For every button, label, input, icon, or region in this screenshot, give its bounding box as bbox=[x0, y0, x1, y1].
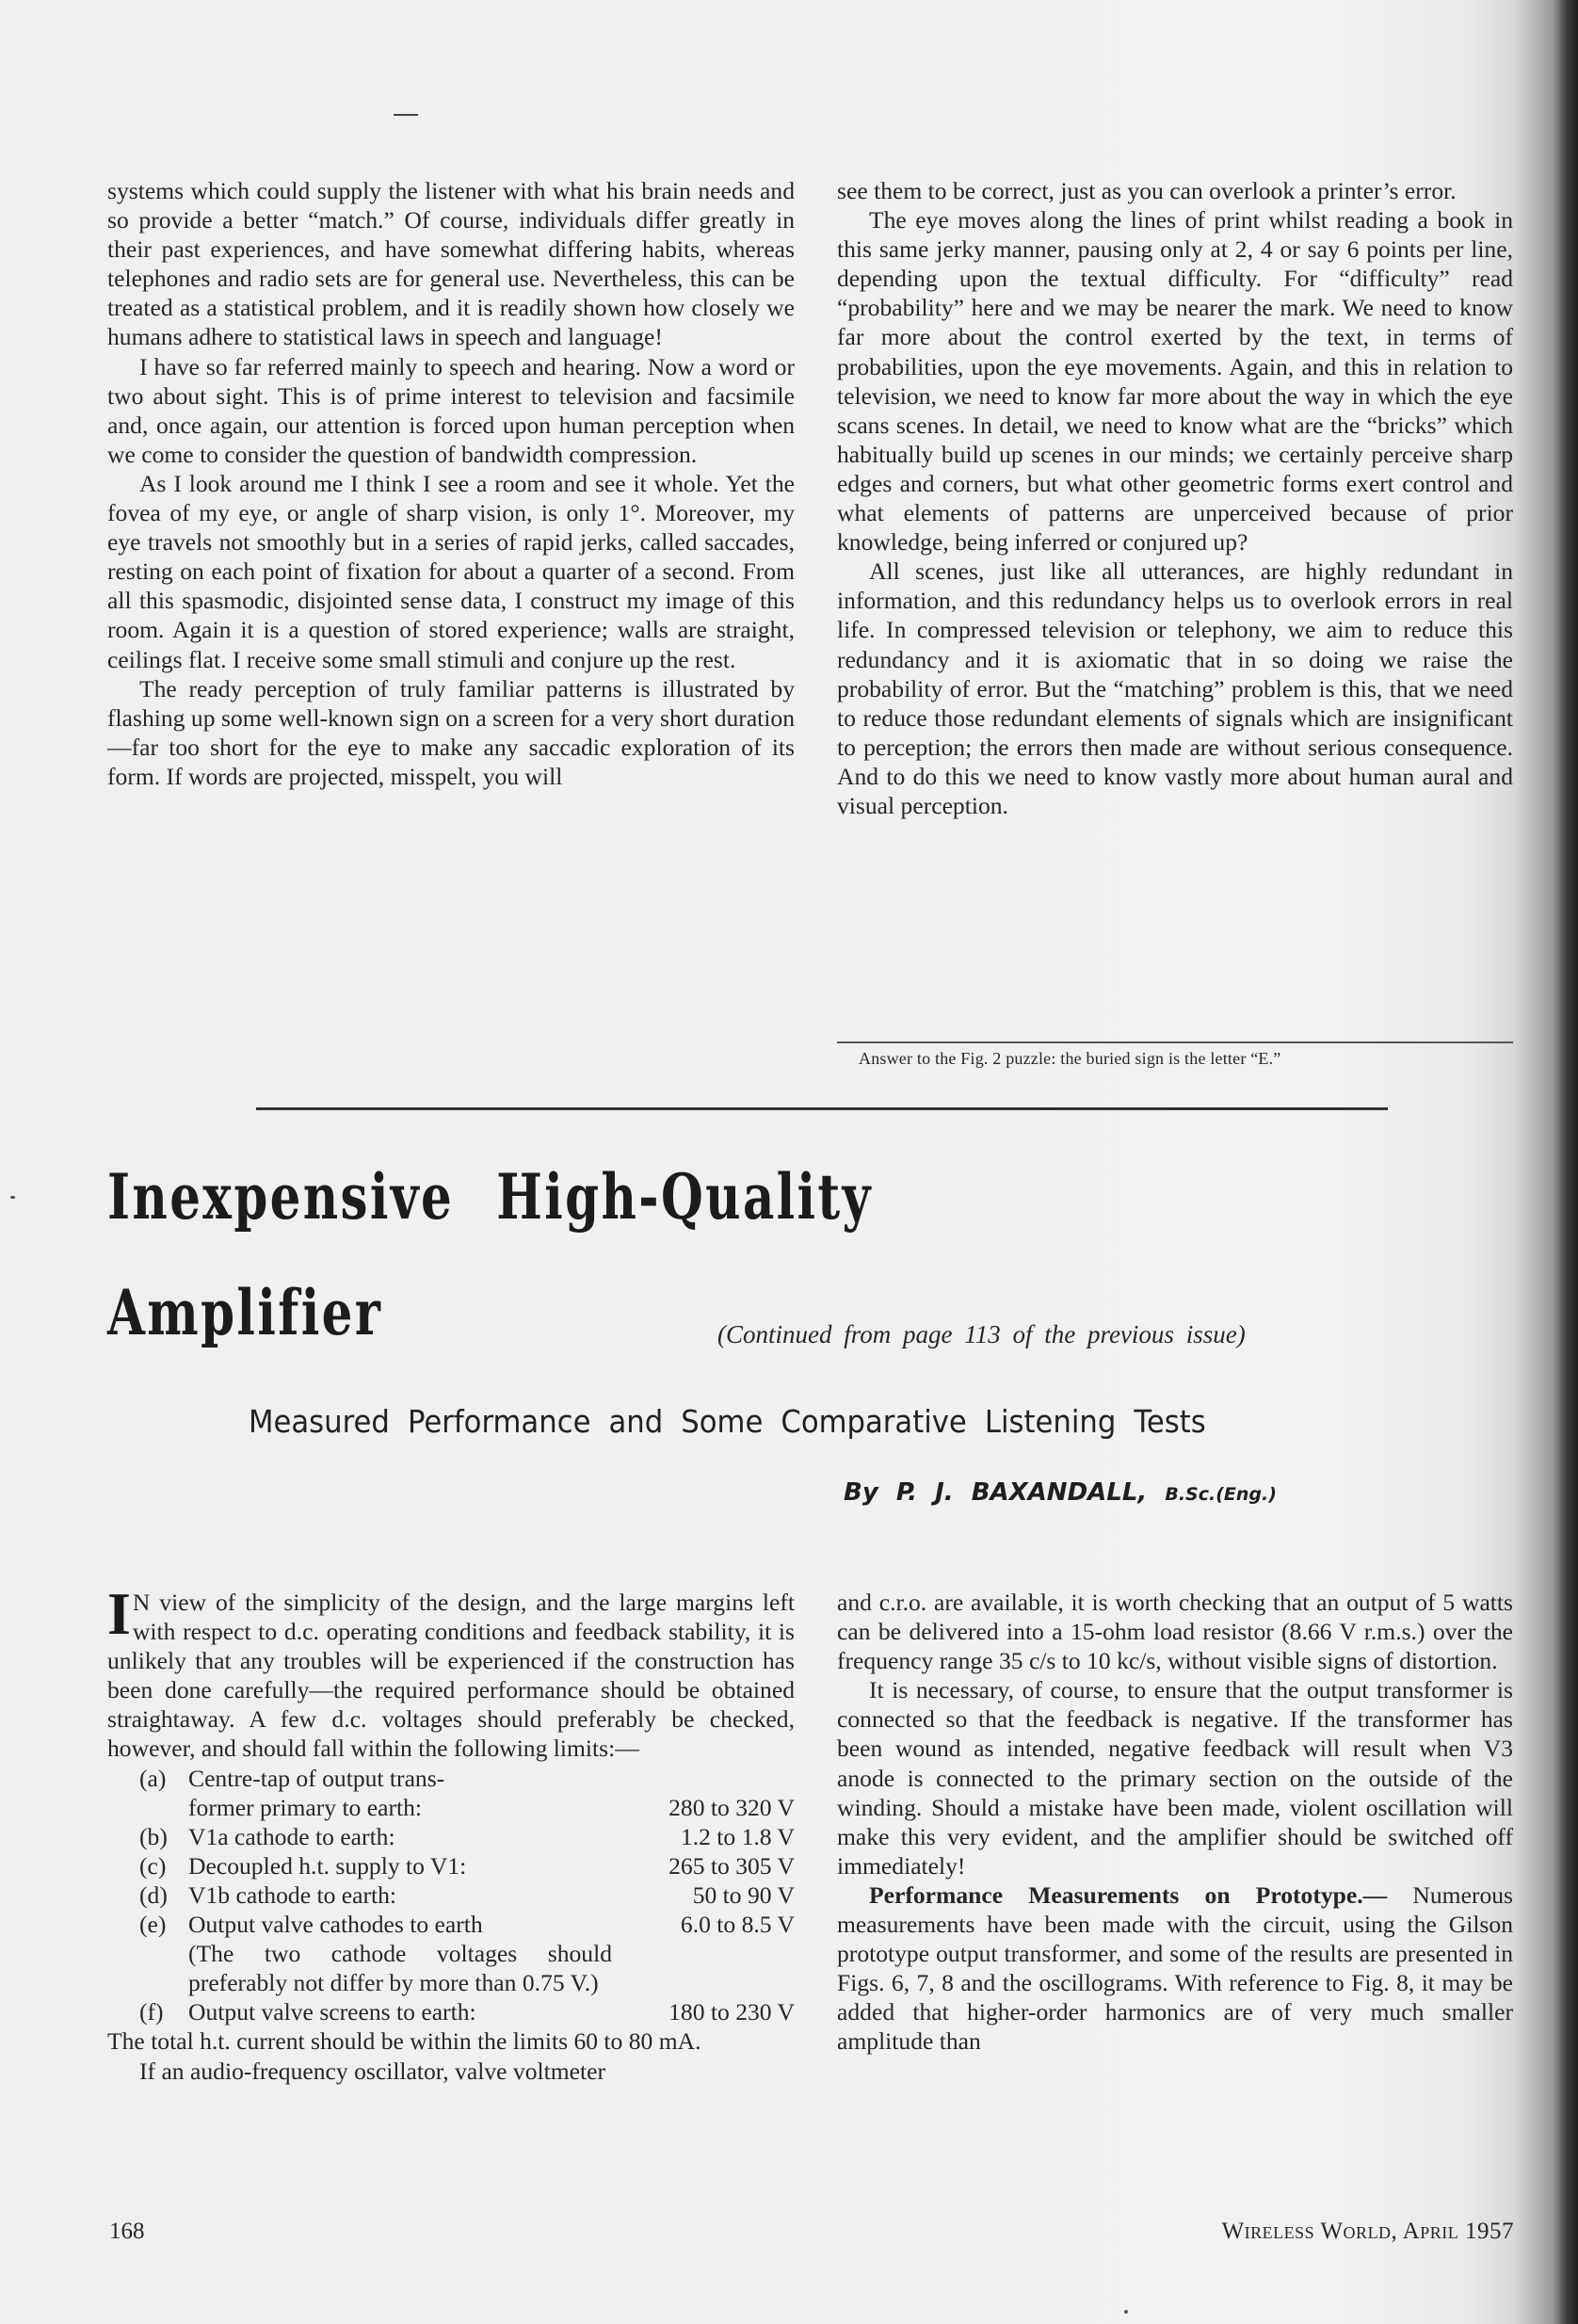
limit-item bbox=[107, 1997, 795, 2026]
limit-item bbox=[107, 1822, 795, 1851]
limit-note: (The two cathode voltages should preferably not differ by more than 0.75 V.) bbox=[188, 1940, 612, 1997]
limit-item bbox=[107, 1764, 795, 1793]
limit-label: Decoupled h.t. supply to V1: bbox=[188, 1851, 467, 1880]
section-heading: Performance Measurements on Prototype.— bbox=[869, 1880, 1388, 1909]
intro-paragraph bbox=[107, 1588, 795, 1764]
byline bbox=[844, 1478, 1277, 1507]
paragraph: All scenes, just like all utterances, are highly redundant in information, and this redundancy helps us to overlook errors in real life. In compressed television or telephony, we aim to reduce this redundancy and it is axiomatic that in so doing we raise the probability of error. But the “matching” problem is this, that we need to reduce those redundant elements of signals which are insignificant to perception; the errors then made are without serious consequence. And to do this we need to know vastly more about human aural and visual perception. bbox=[837, 557, 1513, 819]
limit-label: V1b cathode to earth: bbox=[188, 1880, 397, 1909]
top-dash-mark bbox=[394, 114, 418, 116]
puzzle-answer-footnote: Answer to the Fig. 2 puzzle: the buried sign is the letter “E.” bbox=[859, 1049, 1281, 1068]
section-text: Numerous measurements have been made with the circuit, using the Gilson prototype output transformer, and some of the results are presented in Figs. 6, 7, 8 and the oscillograms. With reference to Fig. 8, it may be added that higher-order harmonics are of very much smaller amplitude than bbox=[837, 1880, 1514, 2056]
voltage-limits-list bbox=[107, 1764, 795, 2027]
previous-article-column-right bbox=[837, 176, 1513, 820]
limit-label-continued: former primary to earth: bbox=[188, 1793, 423, 1821]
continued-note: (Continued from page 113 of the previous issue) bbox=[717, 1320, 1246, 1348]
paragraph: and c.r.o. are available, it is worth checking that an output of 5 watts can be delivered into a 15-ohm load resistor (8.66 V r.m.s.) over the frequency range 35 c/s to 10 kc/s, without visible signs of distortion. bbox=[837, 1589, 1513, 1675]
article-column-left bbox=[107, 1588, 795, 2086]
limit-tag: (d) bbox=[139, 1880, 168, 1909]
limit-label: Centre-tap of output trans- bbox=[188, 1764, 445, 1792]
limit-label: Output valve screens to earth: bbox=[188, 1998, 476, 2026]
intro-text: N view of the simplicity of the design, and the large margins left with respect to d.c. operating conditions and feedback stability, it is unlikely that any troubles will be experienced if the construction has been done carefully—the required performance should be obtained straightaway. A few d.c. voltages should preferably be checked, however, and should fall within the following limits:— bbox=[107, 1589, 795, 1763]
limit-value: 180 to 230 V bbox=[668, 1998, 795, 2026]
paragraph: see them to be correct, just as you can overlook a printer’s error. bbox=[837, 177, 1457, 204]
drop-cap: I bbox=[107, 1590, 131, 1638]
limit-tag: (b) bbox=[139, 1822, 168, 1850]
limit-item bbox=[107, 1793, 795, 1822]
limit-tag: (e) bbox=[139, 1911, 167, 1939]
limit-item bbox=[107, 1851, 795, 1880]
ht-current-paragraph: The total h.t. current should be within the limits 60 to 80 mA. bbox=[107, 2027, 701, 2056]
limit-value: 6.0 to 8.5 V bbox=[680, 1911, 795, 1939]
limit-value: 265 to 305 V bbox=[668, 1851, 795, 1880]
paragraph: The ready perception of truly familiar patterns is illustrated by flashing up some well-known sign on a screen for a very short duration—far too short for the eye to make any saccadic exploration of its form. If words are projected, misspelt, you will bbox=[107, 674, 795, 790]
journal-issue: Wireless World, April 1957 bbox=[1221, 2219, 1514, 2244]
print-speck bbox=[10, 1196, 15, 1199]
previous-article-column-left bbox=[107, 176, 795, 791]
limit-item bbox=[107, 1910, 795, 1939]
article-separator-rule bbox=[256, 1107, 1388, 1110]
performance-section bbox=[837, 1880, 1513, 2057]
paragraph: As I look around me I think I see a room and see it whole. Yet the fovea of my eye, or angle of sharp vision, is only 1°. Moreover, my eye travels not smoothly but in a series of rapid jerks, called saccades, resting on each point of fixation for about a quarter of a second. From all this spasmodic, disjointed sense data, I construct my image of this room. Again it is a question of stored experience; walls are straight, ceilings flat. I receive some small stimuli and conjure up the rest. bbox=[107, 469, 795, 673]
article-title-line-1: Inexpensive High-Quality bbox=[107, 1160, 873, 1234]
author-degree: B.Sc.(Eng.) bbox=[1165, 1484, 1277, 1505]
limit-label: V1a cathode to earth: bbox=[188, 1822, 395, 1850]
limit-value: 1.2 to 1.8 V bbox=[680, 1822, 795, 1850]
paragraph: systems which could supply the listener with what his brain needs and so provide a better “match.” Of course, individuals differ greatly in their past experiences, and have somewhat differing habits, whereas telephones and radio sets are for general use. Nevertheless, this can be treated as a statistical problem, and it is readily shown how closely we humans adhere to statistical laws in speech and language! bbox=[107, 177, 795, 351]
limit-item bbox=[107, 1880, 795, 1910]
paragraph: The eye moves along the lines of print whilst reading a book in this same jerky manner, pausing only at 2, 4 or say 6 points per line, depending upon the textual difficulty. For “difficulty” read “probability” here and we may be nearer the mark. We need to know far more about the control exerted by the text, in terms of probabilities, upon the eye movements. Again, and this in relation to television, we need to know far more about the way in which the eye scans scenes. In detail, we need to know what are the “bricks” which habitually build up scenes in our minds; we certainly perceive sharp edges and corners, but what other geometric forms exert control and what elements of patterns are unperceived because of prior knowledge, being inferred or conjured up? bbox=[837, 206, 1513, 557]
limit-value: 280 to 320 V bbox=[668, 1793, 795, 1821]
paragraph: I have so far referred mainly to speech and hearing. Now a word or two about sight. This is of prime interest to television and facsimile and, once again, our attention is forced upon human perception when we come to consider the question of bandwidth compression. bbox=[107, 352, 795, 468]
limit-tag: (c) bbox=[139, 1851, 167, 1880]
article-title-line-2: Amplifier bbox=[107, 1276, 383, 1349]
footnote-rule bbox=[837, 1041, 1513, 1043]
limit-label: Output valve cathodes to earth bbox=[188, 1911, 483, 1939]
article-column-right bbox=[837, 1588, 1513, 2057]
limit-tag: (a) bbox=[139, 1764, 167, 1792]
print-speck bbox=[1124, 2310, 1128, 2314]
author-name: By P. J. BAXANDALL, bbox=[844, 1478, 1148, 1507]
page-number: 168 bbox=[109, 2219, 145, 2244]
limit-tag: (f) bbox=[139, 1998, 164, 2026]
oscillator-paragraph: If an audio-frequency oscillator, valve voltmeter bbox=[139, 2057, 606, 2085]
paragraph: It is necessary, of course, to ensure that the output transformer is connected so that the feedback is negative. If the transformer has been wound as intended, negative feedback will result when V3 anode is connected to the primary section on the outside of the winding. Should a mistake have been made, violent oscillation will make this very evident, and the amplifier should be switched off immediately! bbox=[837, 1676, 1513, 1880]
article-subtitle: Measured Performance and Some Comparative Listening Tests bbox=[249, 1403, 1206, 1440]
limit-value: 50 to 90 V bbox=[692, 1880, 795, 1909]
limit-item bbox=[107, 1939, 795, 1997]
